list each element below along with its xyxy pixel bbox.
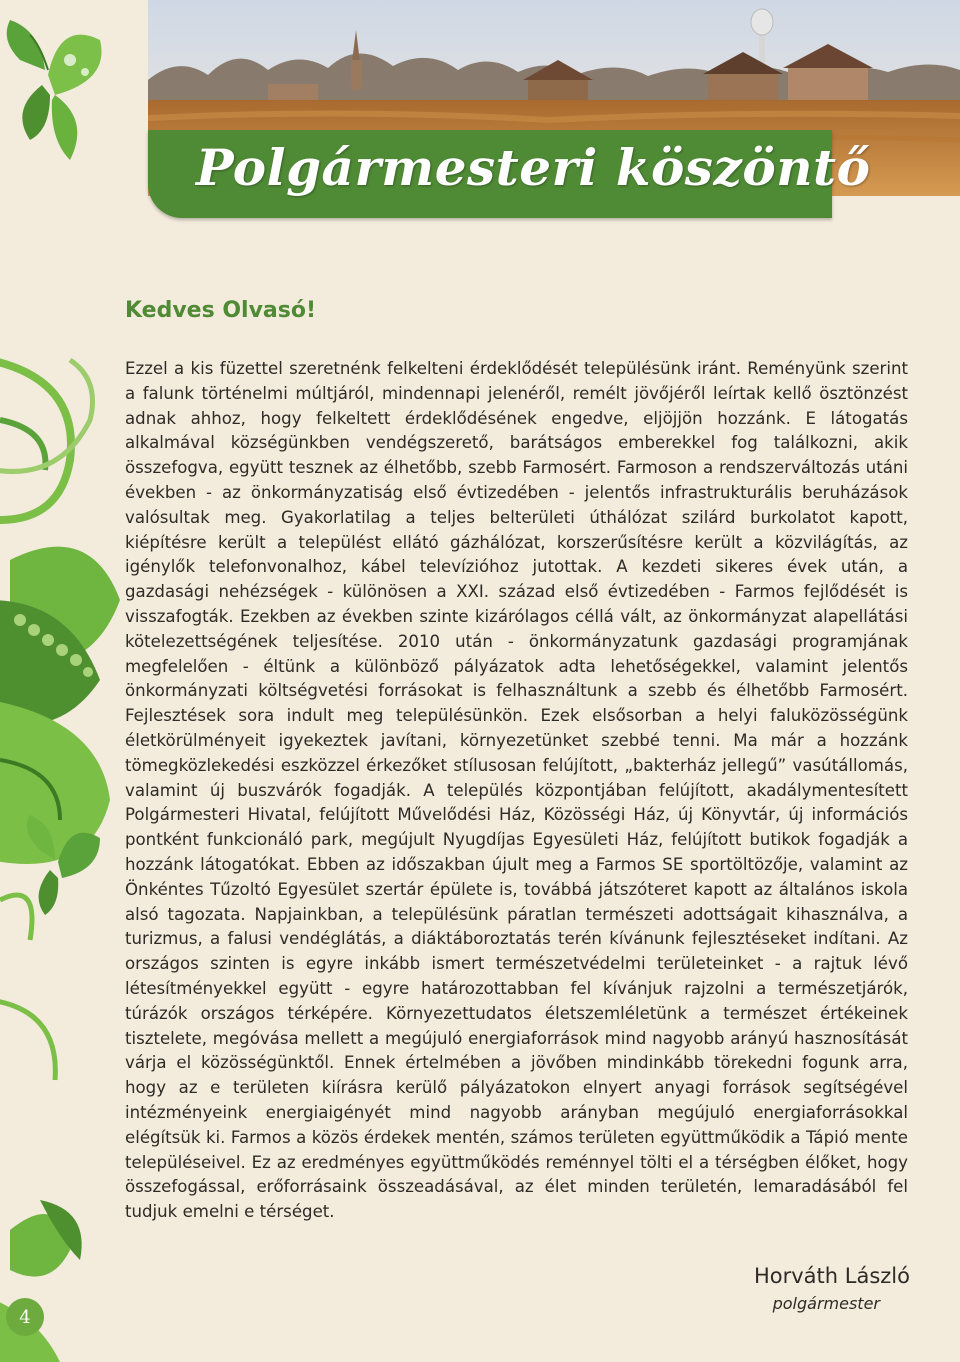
letter-body: Ezzel a kis füzettel szeretnénk felkelteni érdeklődését településünk iránt. Reményünk szerint a falunk történelmi múltjáról, mindennapi jelenéről, remélt jövőjéről leírtak kellő ösztönzést adnak ahhoz, hogy felkeltett érdeklődésének engedve, eljöjjön hozzánk. E látogatás alkalmával községünkben vendégszerető, barátságos emberekkel fog találkozni, akik összefogva, együtt tesznek az élhetőbb, szebb Farmosért. Farmoson a rendszerváltozás utáni években - az önkormányzatiság első évtizedében - jelentős infrastrukturális beruházások valósultak meg. Gyakorlatilag a teljes belterületi úthálózat szilárd burkolatot kapott, kiépítésre került a települést ellátó gázhálózat, korszerűsítésre került a közvilágítás, az igénylők telefonvonalhoz, kábel televízióhoz jutottak. A kezdeti sikeres évek után, a gazdasági nehézségek - különösen a XXI. század első évtizedében - Farmos fejlődését is visszafogták. Ezekben az években szinte kizárólagos céllá vált, az önkormányzat alapellátási kötelezettségének teljesítése. 2010 után - önkormányzatunk gazdasági programjának megfelelően - éltünk a különböző pályázatok adta lehetőségekkel, valamint jelentős önkormányzati költségvetési forrásokat is felhasználtunk a szebb és élhetőbb Farmosért. Fejlesztések sora indult meg településünkön. Ezek elsősorban a helyi faluközösségünk életkörülményeit igyekeztek javítani, környezetünket szebbé tenni. Ma már a hozzánk tömegközlekedési eszközzel érkezőket stílusosan felújított, „bakterház jellegű” vasútállomás, valamint új buszvárók fogadják. A település központjában felújított, akadálymentesített Polgármesteri Hivatal, felújított Művelődési Ház, Közösségi Ház, új Könyvtár, új információs pontként funkcionáló park, megújult Nyugdíjas Egyesületi Ház, felújított butikok fogadják a hozzánk látogatókat. Ebben az időszakban újult meg a Farmos SE sportöltözője, valamint az Önkéntes Tűzoltó Egyesület szertár épülete is, továbbá játszóteret kapott az általános iskola alsó tagozata. Napjainkban, a településünk páratlan természeti adottságait kihasználva, a turizmus, a falusi vendéglátás, a diáktáboroztatás terén kívánunk fejlesztéseket indítani. Az országos szinten is egyre inkább ismert természetvédelmi területeinket - a rajtuk lévő létesítményekkel együtt - egyre határozottabban fel kívánjuk rajzolni a természetjárók, túrázók országos térképére. Környezettudatos életszemléletünk a természet értékeinek tisztelete, megóvása mellett a megújuló energiaforrások mind nagyobb arányú hasznosítását várja el közösségünktől. Ennek értelmében a jövőben mindinkább törekedni fogunk arra, hogy az e területen kiírásra kerülő pályázatokon elnyert anyagi források segítségével intézményeink energiaigényét mind nagyobb arányban megújuló energiaforrásokkal elégítsük ki. Farmos a közös érdekek mentén, számos területen együttműködik a Tápió mente településeivel. Ez az eredményes együttműködés reménnyel tölti el a térségben élőket, hogy összefogással, erőforrásaink összeadásával, az élet minden területén, lemaradásából fel tudjuk emelni e térséget.	[125, 359, 908, 1222]
greeting: Kedves Olvasó!	[125, 298, 317, 323]
page-number: 4	[6, 1298, 44, 1336]
floral-ornament	[0, 0, 125, 1362]
signature-role: polgármester	[772, 1294, 880, 1313]
signature-name: Horváth László	[753, 1264, 910, 1288]
page-title: Polgármesteri köszöntő	[196, 138, 871, 197]
butterfly-icon	[7, 20, 102, 160]
